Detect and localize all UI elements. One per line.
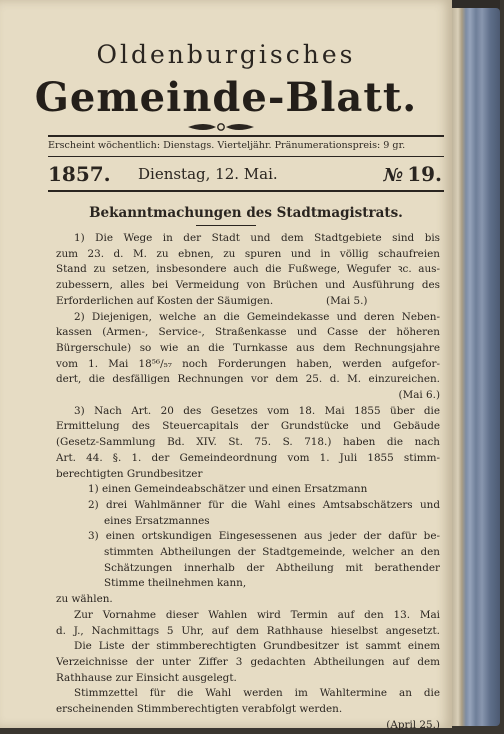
text-line: d. J., Nachmittags 5 Uhr, auf dem Rathhause hieselbst angesetzt. — [56, 624, 440, 637]
list-item: Schätzungen innerhalb der Abtheilung mit berathender — [104, 561, 440, 574]
text-line: dert, die desfälligen Rechnungen vor dem 25. d. M. einzureichen. — [56, 373, 440, 386]
list-item: 3) einen ortskundigen Eingesessenen aus jeder der dafür be- — [88, 530, 440, 543]
text-line: zu wählen. — [56, 593, 113, 606]
text-line: Stand zu setzen, insbesondere auch die Fußwege, Wegufer ꝛc. aus- — [56, 263, 440, 276]
text-line: (April 25.) — [386, 718, 440, 731]
ornament-flourish-icon — [186, 121, 256, 133]
text-line: (Mai 6.) — [398, 389, 440, 402]
section-title: Bekanntmachungen des Stadtmagistrats. — [89, 205, 403, 221]
number-sign: № — [383, 165, 404, 186]
list-item: eines Ersatzmannes — [104, 514, 210, 527]
text-line: Bürgerschule) so wie an die Turnkasse aus dem Rechnungsjahre — [56, 341, 440, 354]
text-line: Ermittelung des Steuercapitals der Grundstücke und Gebäude — [56, 420, 440, 433]
masthead-title-small: Oldenburgisches — [96, 40, 356, 69]
list-item: stimmten Abtheilungen der Stadtgemeinde, welcher an den — [104, 546, 440, 559]
text-line: Art. 44. §. 1. der Gemeindeordnung vom 1. Juli 1855 stimm- — [56, 451, 440, 464]
text-line: 3) Nach Art. 20 des Gesetzes vom 18. Mai 1855 über die — [74, 404, 440, 417]
section-rule — [196, 225, 256, 226]
text-line: Erforderlichen auf Kosten der Säumigen. (Mai 5.) — [56, 294, 368, 307]
text-line: (Gesetz-Sammlung Bd. XIV. St. 75. S. 718.) haben die nach — [56, 436, 440, 449]
text-line: zum 23. d. M. zu ebnen, zu spuren und in völlig schaufreien — [56, 247, 440, 260]
text-line: Verzeichnisse der unter Ziffer 3 gedachten Abtheilungen auf dem — [56, 655, 440, 668]
list-item: Stimme theilnehmen kann, — [104, 577, 247, 590]
text-line: 2) Diejenigen, welche an die Gemeindekasse und deren Neben- — [74, 310, 440, 323]
text-line: Die Liste der stimmberechtigten Grundbesitzer ist sammt einem — [74, 640, 440, 653]
text-line: zubessern, alles bei Vermeidung von Brüchen und Ausführung des — [56, 279, 440, 292]
text-line: Stimmzettel für die Wahl werden im Wahltermine an die — [74, 687, 440, 700]
text-line: kassen (Armen-, Service-, Straßenkasse und Casse der höheren — [56, 326, 440, 339]
text-line: Rathhause zur Einsicht ausgelegt. — [56, 671, 237, 684]
text-line: erscheinenden Stimmberechtigten verabfolgt werden. — [56, 703, 343, 716]
book-binding-edge — [452, 8, 500, 726]
rule-below-issue — [48, 190, 444, 192]
text-line: 1) Die Wege in der Stadt und dem Stadtgebiete sind bis — [74, 232, 440, 244]
rule-under-ornament — [48, 135, 444, 137]
issue-year: 1857. — [48, 162, 111, 186]
masthead-title-big: Gemeinde-Blatt. — [34, 74, 418, 121]
text-line: vom 1. Mai 18⁵⁶/₅₇ noch Forderungen haben, werden aufgefor- — [56, 357, 440, 370]
rule-above-issue — [48, 156, 444, 157]
issue-row — [48, 160, 444, 188]
list-item: 1) einen Gemeindeabschätzer und einen Ersatzmann — [88, 483, 368, 496]
text-line: berechtigten Grundbesitzer — [56, 467, 203, 480]
issue-number-value: 19. — [407, 162, 442, 186]
issue-date: Dienstag, 12. Mai. — [138, 165, 278, 183]
list-item: 2) drei Wahlmänner für die Wahl eines Amtsabschätzers und — [88, 498, 440, 511]
text-line: Zur Vornahme dieser Wahlen wird Termin auf den 13. Mai — [74, 608, 440, 621]
masthead-subtitle: Erscheint wöchentlich: Dienstags. Vierteljähr. Pränumerationspreis: 9 gr. — [48, 140, 406, 151]
issue-number — [384, 162, 442, 186]
article-body — [56, 231, 440, 734]
